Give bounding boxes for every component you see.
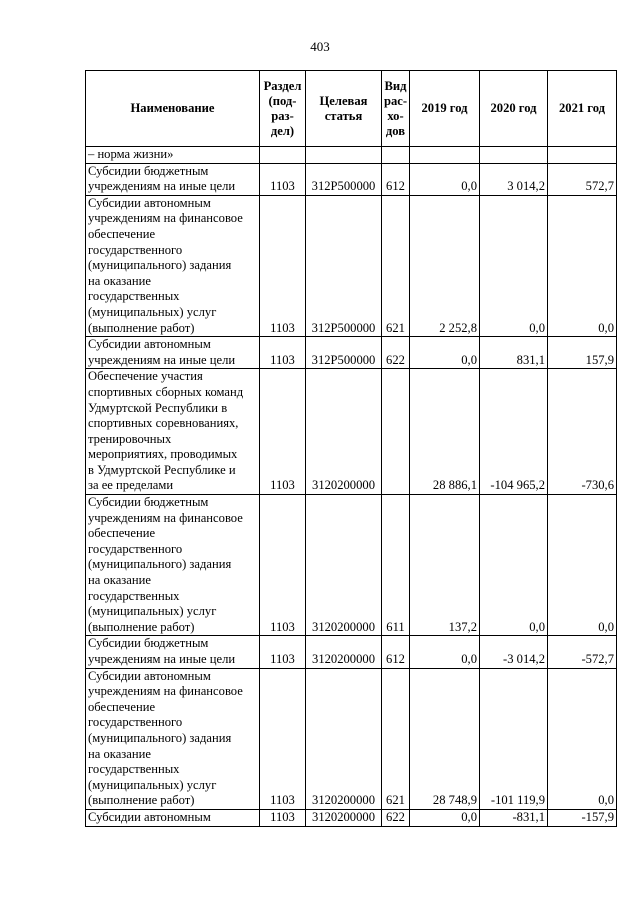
cell-2021: 0,0 (548, 668, 617, 809)
table-row (86, 636, 617, 668)
header-name: Наименование (86, 71, 260, 147)
budget-table (85, 70, 617, 827)
cell-name: Субсидии автономным учреждениям на финансовое обеспечение государственного (муниципального) задания на оказание государственных (муниципальных) услуг (выполнение работ) (86, 195, 260, 336)
cell-name: Субсидии автономным (86, 809, 260, 826)
page-number: 403 (310, 39, 330, 54)
cell-article (306, 147, 382, 164)
table-row (86, 195, 617, 336)
header-2021: 2021 год (548, 71, 617, 147)
cell-expense: 612 (382, 636, 410, 668)
cell-expense: 621 (382, 668, 410, 809)
cell-article: 312P500000 (306, 163, 382, 195)
cell-name: Субсидии автономным учреждениям на иные цели (86, 337, 260, 369)
table-row (86, 809, 617, 826)
cell-article: 3120200000 (306, 809, 382, 826)
cell-name: Субсидии бюджетным учреждениям на финансовое обеспечение государственного (муниципального) задания на оказание государственных (муниципальных) услуг (выполнение работ) (86, 495, 260, 636)
cell-article: 3120200000 (306, 636, 382, 668)
cell-2019: 0,0 (410, 337, 480, 369)
cell-2020: -3 014,2 (480, 636, 548, 668)
cell-expense: 611 (382, 495, 410, 636)
cell-article: 3120200000 (306, 369, 382, 495)
cell-expense (382, 369, 410, 495)
cell-section: 1103 (260, 337, 306, 369)
cell-2020: -104 965,2 (480, 369, 548, 495)
cell-2021: 572,7 (548, 163, 617, 195)
cell-2019: 0,0 (410, 636, 480, 668)
table-row (86, 147, 617, 164)
cell-name: Субсидии бюджетным учреждениям на иные цели (86, 636, 260, 668)
cell-section: 1103 (260, 809, 306, 826)
cell-article: 312P500000 (306, 195, 382, 336)
cell-2019: 28 748,9 (410, 668, 480, 809)
cell-2020: 0,0 (480, 495, 548, 636)
cell-section: 1103 (260, 495, 306, 636)
cell-2019: 28 886,1 (410, 369, 480, 495)
cell-expense: 622 (382, 337, 410, 369)
cell-section: 1103 (260, 163, 306, 195)
header-2020: 2020 год (480, 71, 548, 147)
cell-article: 3120200000 (306, 495, 382, 636)
cell-name: Субсидии бюджетным учреждениям на иные цели (86, 163, 260, 195)
cell-2019: 0,0 (410, 809, 480, 826)
cell-2021: -572,7 (548, 636, 617, 668)
cell-2021: 0,0 (548, 495, 617, 636)
cell-name: Субсидии автономным учреждениям на финансовое обеспечение государственного (муниципального) задания на оказание государственных (муниципальных) услуг (выполнение работ) (86, 668, 260, 809)
cell-2020: 831,1 (480, 337, 548, 369)
cell-section (260, 147, 306, 164)
table-row (86, 668, 617, 809)
cell-2020: -101 119,9 (480, 668, 548, 809)
cell-name: – норма жизни» (86, 147, 260, 164)
table-row (86, 163, 617, 195)
cell-2021: 157,9 (548, 337, 617, 369)
cell-2019: 2 252,8 (410, 195, 480, 336)
cell-2019: 137,2 (410, 495, 480, 636)
cell-section: 1103 (260, 195, 306, 336)
header-section: Раздел (под- раз- дел) (260, 71, 306, 147)
cell-2021: -157,9 (548, 809, 617, 826)
table-row (86, 495, 617, 636)
cell-section: 1103 (260, 636, 306, 668)
header-row (86, 71, 617, 147)
cell-2019: 0,0 (410, 163, 480, 195)
cell-expense: 612 (382, 163, 410, 195)
cell-2021: -730,6 (548, 369, 617, 495)
cell-2020: -831,1 (480, 809, 548, 826)
cell-2021: 0,0 (548, 195, 617, 336)
header-article: Целевая статья (306, 71, 382, 147)
table-row (86, 369, 617, 495)
cell-section: 1103 (260, 369, 306, 495)
cell-expense: 622 (382, 809, 410, 826)
cell-2020 (480, 147, 548, 164)
cell-expense (382, 147, 410, 164)
header-2019: 2019 год (410, 71, 480, 147)
cell-2020: 3 014,2 (480, 163, 548, 195)
cell-section: 1103 (260, 668, 306, 809)
cell-2021 (548, 147, 617, 164)
cell-expense: 621 (382, 195, 410, 336)
cell-name: Обеспечение участия спортивных сборных команд Удмуртской Республики в спортивных соревнованиях, тренировочных мероприятиях, проводимых в Удмуртской Республике и за ее пределами (86, 369, 260, 495)
cell-article: 3120200000 (306, 668, 382, 809)
table-row (86, 337, 617, 369)
cell-2020: 0,0 (480, 195, 548, 336)
cell-2019 (410, 147, 480, 164)
header-expense: Вид рас- хо- дов (382, 71, 410, 147)
cell-article: 312P500000 (306, 337, 382, 369)
